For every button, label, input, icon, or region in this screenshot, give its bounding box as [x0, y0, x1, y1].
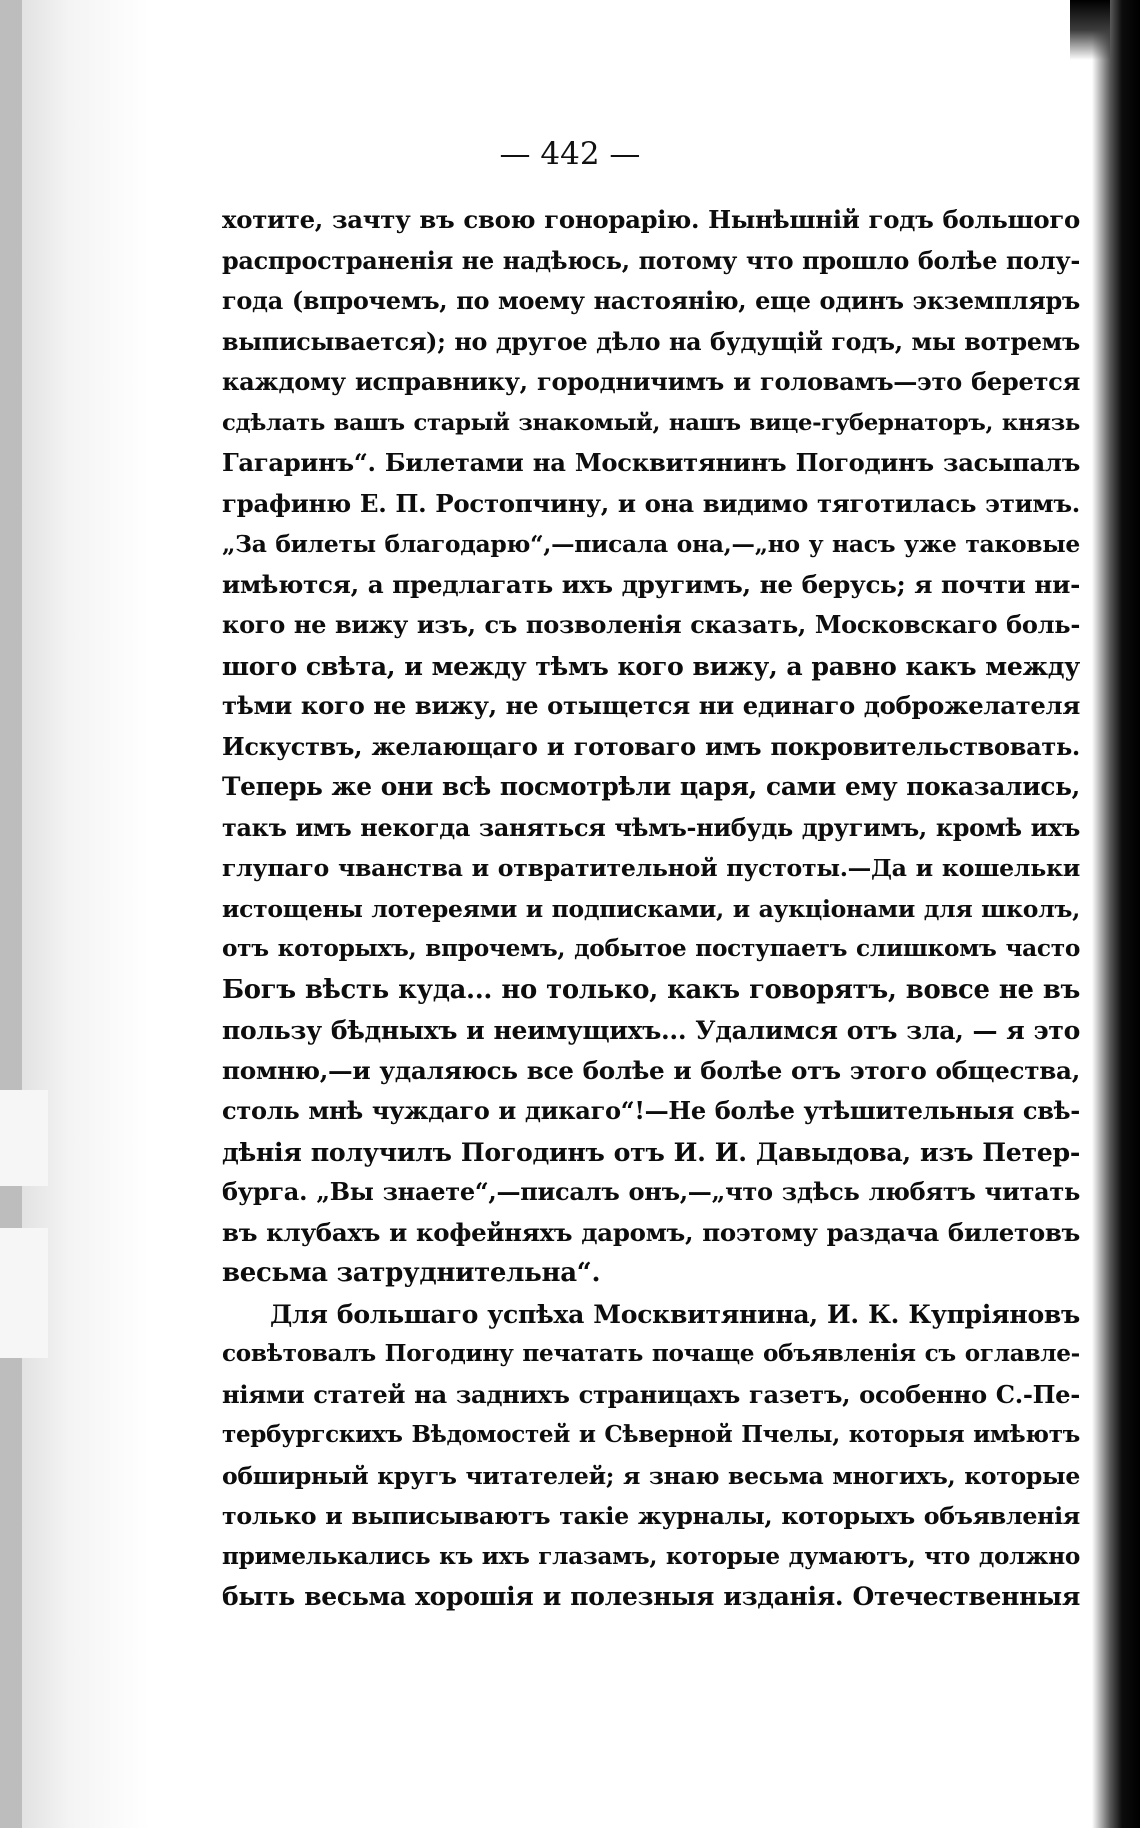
text-line: выписывается); но другое дѣло на будущій годъ, мы вотремъ — [222, 327, 1080, 356]
text-line: такъ имъ некогда заняться чѣмъ-нибудь другимъ, кромѣ ихъ — [222, 813, 1080, 842]
text-line: бурга. „Вы знаете“,—писалъ онъ,—„что здѣсь любятъ читать — [222, 1177, 1080, 1206]
text-line: года (впрочемъ, по моему настоянію, еще одинъ экземпляръ — [222, 287, 1080, 315]
text-line: въ клубахъ и кофейняхъ даромъ, поэтому раздача билетовъ — [222, 1217, 1080, 1247]
text-line: пользу бѣдныхъ и неимущихъ... Удалимся отъ зла, — я это — [222, 1015, 1080, 1045]
text-line: истощены лотереями и подписками, и аукціонами для школъ, — [222, 894, 1080, 923]
text-line: ніями статей на заднихъ страницахъ газетъ, особенно С.-Пе- — [222, 1379, 1080, 1409]
page-number: — 442 — — [499, 136, 641, 172]
text-line: столь мнѣ чуждаго и дикаго“!—Не болѣе утѣшительныя свѣ- — [222, 1096, 1080, 1125]
text-line: глупаго чванства и отвратительной пустоты.—Да и кошельки — [222, 854, 1080, 882]
scan-right-edge — [1092, 0, 1140, 1828]
text-line: „За билеты благодарю“,—писала она,—„но у насъ уже таковые — [222, 530, 1080, 558]
text-line: кого не вижу изъ, съ позволенія сказать, Московскаго боль- — [222, 610, 1080, 639]
text-line: обширный кругъ читателей; я знаю весьма многихъ, которые — [222, 1461, 1080, 1490]
text-line: Богъ вѣсть куда... но только, какъ говорятъ, вовсе не въ — [222, 974, 1080, 1005]
text-line: имѣются, а предлагать ихъ другимъ, не берусь; я почти ни- — [222, 569, 1080, 599]
text-line: сдѣлать вашъ старый знакомый, нашъ вице-губернаторъ, князь — [222, 409, 1080, 436]
text-line: только и выписываютъ такіе журналы, которыхъ объявленія — [222, 1502, 1080, 1530]
text-line: примелькались къ ихъ глазамъ, которые думаютъ, что должно — [222, 1542, 1080, 1570]
body-text — [222, 200, 1080, 1618]
text-line: тѣми кого не вижу, не отыщется ни единаго доброжелателя — [222, 691, 1080, 720]
text-line: распространенія не надѣюсь, потому что прошло болѣе полу- — [222, 246, 1080, 275]
text-line: дѣнія получилъ Погодинъ отъ И. И. Давыдова, изъ Петер- — [222, 1136, 1080, 1167]
text-line: Теперь же они всѣ посмотрѣли царя, сами ему показались, — [222, 772, 1080, 801]
text-line: каждому исправнику, городничимъ и головамъ—это берется — [222, 367, 1080, 396]
scan-left-notch — [0, 1090, 48, 1186]
text-line: Искуствъ, желающаго и готоваго имъ покровительствовать. — [222, 731, 1080, 761]
text-line: шого свѣта, и между тѣмъ кого вижу, а равно какъ между — [222, 650, 1080, 681]
paragraph — [222, 200, 1080, 1294]
scan-right-corner — [1070, 0, 1110, 60]
paragraph — [222, 1294, 1080, 1618]
text-line: отъ которыхъ, впрочемъ, добытое поступаетъ слишкомъ часто — [222, 935, 1080, 962]
text-line: графиню Е. П. Ростопчину, и она видимо тяготилась этимъ. — [222, 488, 1080, 518]
text-line: быть весьма хорошія и полезныя изданія. Отечественныя — [222, 1582, 1080, 1611]
text-line: совѣтовалъ Погодину печатать почаще объявленія съ оглавле- — [222, 1340, 1080, 1367]
scan-left-shadow — [0, 0, 22, 1828]
text-line: помню,—и удаляюсь все болѣе и болѣе отъ этого общества, — [222, 1055, 1080, 1085]
text-line: хотите, зачту въ свою гонорарію. Нынѣшній годъ большого — [222, 205, 1080, 234]
text-line: Гагаринъ“. Билетами на Москвитянинъ Погодинъ засыпалъ — [222, 448, 1080, 477]
text-line: Для большаго успѣха Москвитянина, И. К. Купріяновъ — [270, 1298, 1080, 1329]
text-line: весьма затруднительна“. — [222, 1258, 601, 1288]
text-line: тербургскихъ Вѣдомостей и Сѣверной Пчелы, которыя имѣютъ — [222, 1421, 1080, 1448]
scan-left-notch — [0, 1228, 48, 1358]
